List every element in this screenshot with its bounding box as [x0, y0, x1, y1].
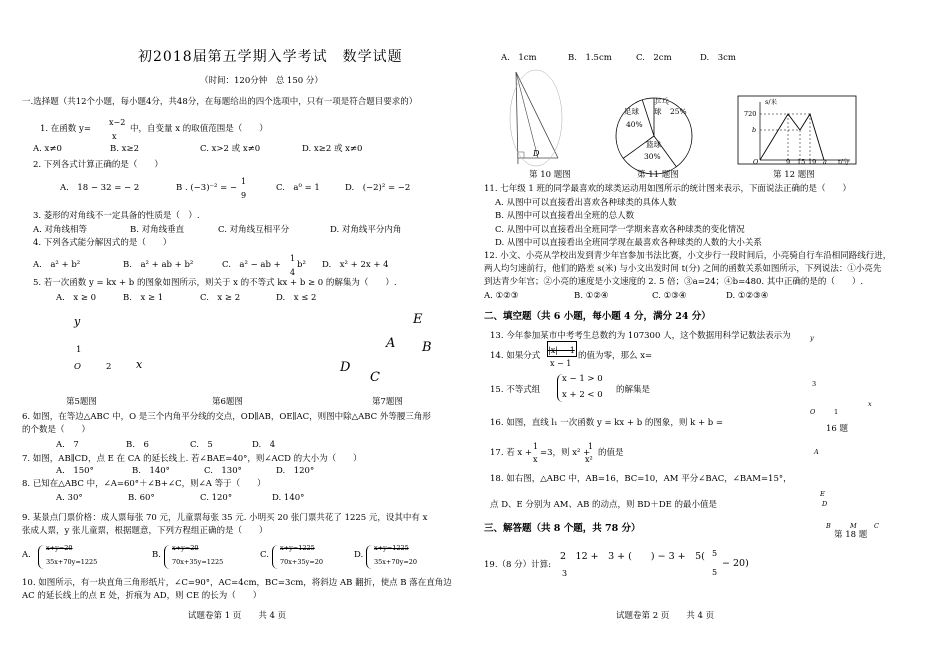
- q9-option-b[interactable]: [152, 544, 262, 570]
- q17-frac1-den: x: [533, 455, 538, 464]
- fig18-point-b: B: [826, 522, 831, 530]
- fig5-x-label: x: [136, 358, 143, 371]
- fig7-caption: 第7题图: [372, 397, 403, 407]
- fig12-tick-b: b: [752, 126, 757, 134]
- q19-frac-num-5: 5: [712, 549, 718, 558]
- fig11-caption: 第 11 题图: [637, 170, 679, 180]
- q9-option-c-eq1: x+y=1225: [280, 544, 315, 552]
- q7-option-c[interactable]: C. 130°: [204, 466, 242, 476]
- q1-fraction-den: x: [112, 132, 117, 141]
- fig5-intercept-label: 1: [76, 345, 82, 355]
- q17-text-mid: =3，则 x² +: [540, 448, 591, 458]
- fig12-tick-a: a: [823, 158, 827, 166]
- left-page-footer: 试题卷第 1 页 共 4 页: [188, 611, 287, 621]
- q2-option-b[interactable]: B . (−3)⁻² = −: [176, 183, 238, 193]
- pie-label-basketball-pct: 30%: [644, 152, 661, 161]
- q15-inequality-1: x − 1 > 0: [562, 374, 603, 384]
- q18-text-line1: 18. 如右图，△ABC 中，AB=16，BC=10，AM 平分∠BAC，∠BAM=15°，: [490, 474, 792, 484]
- q2-text: 2. 下列各式计算正确的是（ ）: [33, 160, 163, 170]
- q9-option-b-eq2: 70x+35y=1225: [172, 558, 224, 566]
- fig12-origin: O: [753, 158, 759, 166]
- fig18-point-e: E: [820, 490, 825, 498]
- fig18-caption: 第 18 题: [834, 530, 868, 540]
- fig5-x-intercept-label: 2: [106, 362, 112, 372]
- q9-option-a-eq1: x+y=20: [46, 544, 73, 552]
- q6-text-line2: 的个数是（ ）: [22, 425, 91, 435]
- q9-text-line2: 张成人票，y 张儿童票，根据题意，下列方程组正确的是（ ）: [22, 526, 268, 536]
- q1-option-d[interactable]: D. x≥2 或 x≠0: [302, 144, 363, 154]
- q4-option-a[interactable]: A. a² + b²: [33, 260, 81, 270]
- pie-label-pingpong-2: 球: [654, 107, 662, 116]
- q9-text-line1: 9. 某景点门票价格：成人票每张 70 元，儿童票每张 35 元. 小明买 20 张门票共花了 1225 元，设其中有 x: [22, 513, 428, 523]
- q19-denominator-3: 3: [562, 569, 568, 578]
- page-title: 初2018届第五学期入学考试 数学试题: [138, 49, 403, 65]
- q14-text-pre: 14. 如果分式: [490, 351, 541, 361]
- q1-option-c[interactable]: C. x>2 或 x≠0: [200, 144, 261, 154]
- pie-label-pingpong-pct: 25%: [670, 107, 687, 116]
- fig12-tick-15: 15: [797, 158, 806, 166]
- q11-option-b[interactable]: B. 从图中可以直接看出全班的总人数: [495, 211, 635, 221]
- q9-option-c-brace: [272, 545, 278, 569]
- q9-option-d-brace: [366, 545, 372, 569]
- fig10-hypotenuse: [516, 72, 558, 158]
- fig7-point-a: A: [386, 336, 396, 351]
- section-3-heading: 三、解答题（共 8 个题，共 78 分）: [484, 523, 641, 534]
- q6-option-a[interactable]: A. 7: [56, 440, 79, 450]
- q14-fraction-den: x − 1: [550, 359, 572, 368]
- q5-option-c[interactable]: C. x ≥ 2: [200, 293, 241, 303]
- q16-text: 16. 如图，直线 l₁ 一次函数 y = kx + b 的图象，则 k + b =: [490, 418, 724, 428]
- fig7-point-b: B: [422, 340, 432, 355]
- q3-option-c[interactable]: C. 对角线互相平分: [218, 225, 290, 235]
- q17-frac2-num: 1: [588, 442, 594, 451]
- fig18-point-a: A: [814, 448, 819, 456]
- q3-option-d[interactable]: D. 对角线平分内角: [330, 225, 402, 235]
- fig7-point-d: D: [340, 360, 351, 375]
- q14-handwritten-box: [547, 341, 577, 357]
- q3-option-b[interactable]: B. 对角线垂直: [130, 225, 185, 235]
- q12-option-c[interactable]: C. ①③④: [652, 291, 687, 301]
- q9-option-d-eq1: x+y=1225: [374, 544, 409, 552]
- fig16-caption: 16 题: [826, 424, 849, 434]
- q10-option-a[interactable]: A. 1cm: [501, 53, 537, 63]
- q4-option-b[interactable]: B. a² + ab + b²: [123, 260, 194, 270]
- q12-option-b[interactable]: B. ①②④: [574, 291, 609, 301]
- q12-text-line1: 12. 小文、小亮从学校出发到青少年宫参加书法比赛，小文步行一段时间后，小亮骑自行车沿相同路线行进，: [484, 251, 892, 261]
- fig12-x-label: t/分: [838, 158, 850, 166]
- q19-expression-tail: − 20): [722, 558, 749, 569]
- q4-fraction-den: 4: [290, 268, 296, 277]
- q1-fraction-num: x−2: [109, 118, 126, 127]
- q9-option-a-label: A.: [22, 550, 31, 560]
- q9-option-d-label: D.: [354, 550, 364, 560]
- pie-label-pingpong-1: 乒乓: [654, 97, 669, 106]
- q5-text: 5. 若一次函数 y = kx + b 的图象如图所示，则关于 x 的不等式 kx + b ≥ 0 的解集为（ ）.: [33, 278, 397, 288]
- q2-option-d[interactable]: D. (−2)² = −2: [345, 183, 411, 193]
- fig5-origin-label: O: [74, 362, 81, 372]
- q17-frac2-den: x²: [585, 455, 593, 464]
- q7-option-b[interactable]: B. 140°: [132, 466, 170, 476]
- right-page-footer: 试题卷第 2 页 共 4 页: [616, 611, 715, 621]
- fig7-point-e: E: [413, 312, 423, 327]
- q19-text-pre: 19.（8 分）计算:: [484, 560, 551, 570]
- q17-text-pre: 17. 若 x +: [490, 448, 533, 458]
- q9-option-d[interactable]: [354, 544, 464, 570]
- q9-option-d-eq2: 35x+70y=20: [374, 558, 418, 566]
- fig5-y-label: y: [74, 315, 81, 328]
- q10-text-line2: AC 的延长线上的点 E 处，折痕为 AD，则 CE 的长为（ ）: [22, 591, 262, 601]
- q12-text-line2: 两人均匀速前行，他们的路差 s(米) 与小文出发时间 t(分) 之间的函数关系如图所示，下列说法：①小亮先: [484, 264, 882, 274]
- section-2-heading: 二、填空题（共 6 小题，每小题 4 分，满分 24 分）: [484, 311, 711, 322]
- q6-text-line1: 6. 如图，在等边△ABC 中，O 是三个内角平分线的交点，OD∥AB，OE∥AC，则图中除△ABC 外等腰三角形: [22, 412, 431, 422]
- q10-option-c[interactable]: C. 2cm: [636, 53, 672, 63]
- q8-text: 8. 已知在△ABC 中，∠A=60°＋∠B+∠C，则∠A 等于（ ）: [22, 479, 266, 489]
- fig7-point-c: C: [370, 370, 380, 385]
- pie-label-basketball: 篮球: [646, 140, 661, 149]
- q8-option-c[interactable]: C. 120°: [200, 493, 233, 503]
- q5-option-a[interactable]: A. x ≥ 0: [56, 293, 97, 303]
- q8-option-a[interactable]: A. 30°: [56, 493, 83, 503]
- q4-option-d[interactable]: D. x² + 2x + 4: [322, 260, 389, 270]
- q7-text: 7. 如图，AB∥CD，点 E 在 CA 的延长线上. 若∠BAE=40°，则∠ACD 的大小为（ ）: [22, 454, 362, 464]
- fig12-curve: [760, 114, 824, 160]
- fig6-caption: 第6题图: [212, 397, 243, 407]
- fig16-tick-1: 1: [834, 408, 839, 416]
- fig18-point-d: D: [822, 500, 828, 508]
- q3-option-a[interactable]: A. 对角线相等: [33, 225, 88, 235]
- fig12-tick-9: 9: [786, 158, 791, 166]
- fig16-origin: O: [810, 408, 816, 416]
- q1-text-pre: 1. 在函数 y=: [40, 124, 91, 134]
- q10-option-b[interactable]: B. 1.5cm: [568, 53, 612, 63]
- q9-option-c-eq2: 70x+35y=20: [280, 558, 324, 566]
- q15-inequality-2: x + 2 < 0: [562, 390, 603, 400]
- q8-option-b[interactable]: B. 60°: [128, 493, 155, 503]
- fig16-x-label: x: [868, 400, 872, 408]
- q4-text: 4. 下列各式能分解因式的是（ ）: [33, 238, 172, 248]
- fig16-tick-3: 3: [812, 380, 817, 388]
- q2-fraction-num: 1: [241, 177, 247, 186]
- q10-option-d[interactable]: D. 3cm: [700, 53, 736, 63]
- q9-option-a[interactable]: [22, 544, 132, 570]
- q11-option-a[interactable]: A. 从图中可以直接看出喜欢各种球类的具体人数: [495, 198, 677, 208]
- q14-fraction-num: |x| − 1: [548, 346, 575, 355]
- fig18-point-c: C: [874, 522, 879, 530]
- q9-option-a-brace: [38, 545, 44, 569]
- q17-text-post: 的值是: [598, 448, 624, 458]
- q12-text-line3: 到达青少年宫；②小亮的速度是小文速度的 2. 5 倍；③a=24；④b=480. 其中正确的是的（ ）.: [484, 277, 864, 287]
- fig12-caption: 第 12 题图: [773, 170, 815, 180]
- q17-frac1-num: 1: [533, 442, 539, 451]
- q1-option-a[interactable]: A. x≠0: [33, 144, 62, 154]
- q19-expression: 2 12 + 3 + ( ) − 3 + 5(: [560, 551, 705, 562]
- q2-option-a[interactable]: A. 18 − 32 = − 2: [60, 183, 140, 193]
- q6-option-c[interactable]: C. 5: [190, 440, 213, 450]
- q9-option-b-label: B.: [152, 550, 161, 560]
- q4-option-c[interactable]: C. a² − ab +: [222, 260, 281, 270]
- fig12-tick-19: 19: [808, 158, 817, 166]
- q6-option-d[interactable]: D. 4: [252, 440, 276, 450]
- q9-option-a-eq2: 35x+70y=1225: [46, 558, 98, 566]
- pie-label-football: 足球: [624, 107, 639, 116]
- fig18-point-m: M: [850, 522, 857, 530]
- q7-option-d[interactable]: D. 120°: [276, 466, 315, 476]
- fig10-point-d: D: [533, 149, 540, 158]
- q9-option-b-eq1: x+y=20: [172, 544, 199, 552]
- fig10-vertical-edge: [516, 72, 518, 164]
- q14-text-post: 的值为零，那么 x=: [578, 351, 653, 361]
- q15-text-pre: 15. 不等式组: [490, 385, 541, 395]
- q1-text-post: 中，自变量 x 的取值范围是（ ）: [130, 124, 268, 134]
- q11-option-c[interactable]: C. 从图中可以直接看出全班同学一学期来喜欢各种球类的变化情况: [495, 225, 745, 235]
- q19-frac-den-5: 5: [712, 568, 718, 577]
- q10-text-line1: 10. 如图所示，有一块直角三角形纸片，∠C=90°，AC=4cm，BC=3cm，将斜边 AB 翻折，使点 B 落在直角边: [22, 578, 452, 588]
- q9-option-c-label: C.: [260, 550, 269, 560]
- q9-option-b-brace: [164, 545, 170, 569]
- q2-fraction-den: 9: [241, 191, 247, 200]
- q5-option-b[interactable]: B. x ≥ 1: [123, 293, 164, 303]
- q11-text: 11. 七年级 1 班的同学最喜欢的球类运动用如图所示的统计图来表示，下面说法正确的是（ ）: [484, 184, 852, 194]
- q12-option-a[interactable]: A. ①②③: [484, 291, 519, 301]
- q5-option-d[interactable]: D. x ≤ 2: [276, 293, 317, 303]
- q8-option-d[interactable]: D. 140°: [272, 493, 305, 503]
- q15-text-post: 的解集是: [616, 385, 651, 395]
- q4-fraction-num: 1: [290, 254, 296, 263]
- q13-text: 13. 今年参加某市中考考生总数约为 107300 人，这个数据用科学记数法表示为: [490, 331, 791, 341]
- q6-option-b[interactable]: B. 6: [126, 440, 149, 450]
- q12-option-d[interactable]: D. ①②③④: [726, 291, 769, 301]
- q1-option-b[interactable]: B. x≥2: [110, 144, 139, 154]
- pie-label-football-pct: 40%: [626, 120, 643, 129]
- fig10-fold-line: [516, 72, 538, 158]
- q7-option-a[interactable]: A. 150°: [56, 466, 94, 476]
- exam-subtitle: （时间：120分钟 总 150 分）: [200, 76, 323, 86]
- fig16-y-label: y: [810, 334, 814, 342]
- q4-option-c-tail: b²: [297, 260, 306, 270]
- q2-option-c[interactable]: C. a⁰ = 1: [276, 183, 320, 193]
- fig12-y-label: s/米: [765, 98, 778, 106]
- q18-text-line2: 点 D、E 分别为 AM、AB 的动点，则 BD＋DE 的最小值是: [490, 500, 718, 510]
- section-1-heading: 一.选择题（共12个小题，每小题4分，共48分，在每题给出的四个选项中，只有一项是符合题目要求的）: [22, 97, 418, 107]
- q3-text: 3. 菱形的对角线不一定具备的性质是（ ）.: [33, 211, 200, 221]
- fig5-caption: 第5题图: [66, 397, 97, 407]
- fig10-caption: 第 10 题图: [529, 170, 571, 180]
- fig12-tick-720: 720: [744, 110, 757, 118]
- q11-option-d[interactable]: D. 从图中可以直接看出全班同学现在最喜欢各种球类的人数的大小关系: [495, 238, 762, 248]
